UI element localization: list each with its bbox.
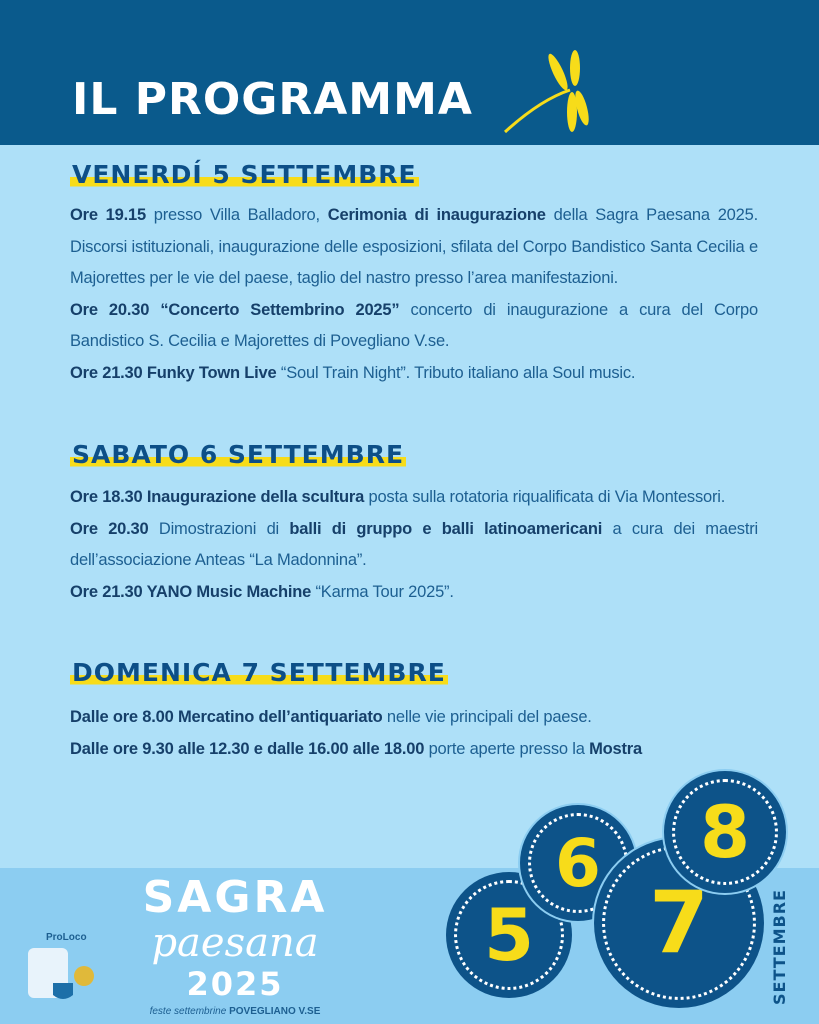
- event-paragraph: [70, 295, 758, 358]
- day-heading-friday: VENERDÍ 5 SETTEMBRE: [72, 160, 417, 189]
- event-text: posta sulla rotatoria riqualificata di Via Montessori.: [364, 488, 726, 506]
- date-circle-8: [664, 771, 786, 893]
- event-highlight: Ore 18.30 Inaugurazione della scultura: [70, 488, 365, 506]
- date-7: 7: [649, 873, 709, 973]
- event-highlight: Ore 21.30 Funky Town Live: [70, 363, 277, 382]
- dragonfly-icon: [500, 50, 600, 140]
- saturday-events: [70, 482, 758, 608]
- event-text: della Sagra Paesana 2025. Discorsi istituzionali, inaugurazione delle esposizioni, sfilata del Corpo Bandistico Santa Cecilia e Majorettes per le vie del paese, taglio del nastro presso l’area manifestazioni.: [70, 206, 758, 287]
- event-highlight: Ore 20.30 “Concerto Settembrino 2025”: [70, 300, 400, 319]
- event-text: nelle vie principali del paese.: [382, 708, 592, 726]
- event-text: “Soul Train Night”. Tributo italiano alla Soul music.: [276, 363, 636, 382]
- event-text: a cura dei maestri dell’associazione Anteas “La Madonnina”.: [70, 519, 758, 569]
- date-8: 8: [699, 790, 751, 874]
- sagra-word: SAGRA: [142, 872, 328, 923]
- year: 2025: [186, 965, 284, 1003]
- event-paragraph: [70, 577, 758, 609]
- day-heading-saturday: SABATO 6 SETTEMBRE: [72, 440, 405, 469]
- event-highlight: Ore 20.30: [70, 519, 149, 538]
- svg-text:ProLoco: ProLoco: [46, 932, 87, 943]
- proloco-logo: [28, 928, 98, 1008]
- event-highlight: Dalle ore 8.00 Mercatino dell’antiquariato: [70, 708, 383, 726]
- event-paragraph: [70, 358, 758, 390]
- event-text: presso Villa Balladoro,: [145, 206, 328, 224]
- event-text: porte aperte presso la: [424, 739, 590, 758]
- header-band: [0, 0, 819, 145]
- event-paragraph: [70, 734, 758, 766]
- event-paragraph: [70, 702, 758, 734]
- event-text: Dimostrazioni di: [148, 519, 290, 538]
- day-heading-sunday: DOMENICA 7 SETTEMBRE: [72, 658, 446, 687]
- event-highlight: Cerimonia di inaugurazione: [327, 206, 546, 224]
- event-text: concerto di inaugurazione a cura del Corpo Bandistico S. Cecilia e Majorettes di Povegliano V.se.: [70, 300, 758, 350]
- tagline-bold: POVEGLIANO V.SE: [229, 1006, 321, 1017]
- event-highlight: Mostra: [589, 739, 642, 758]
- sagra-logo: [130, 874, 340, 1017]
- event-highlight: Ore 19.15: [70, 206, 146, 224]
- friday-events: [70, 200, 758, 389]
- event-paragraph: [70, 514, 758, 577]
- date-6: 6: [555, 824, 601, 902]
- sunday-events: [70, 702, 758, 765]
- event-highlight: balli di gruppo e balli latinoamericani: [289, 519, 603, 538]
- event-paragraph: [70, 482, 758, 514]
- event-text: “Karma Tour 2025”.: [311, 582, 454, 601]
- event-highlight: Ore 21.30 YANO Music Machine: [70, 582, 312, 601]
- event-paragraph: [70, 200, 758, 295]
- month-label: SETTEMBRE: [770, 889, 789, 1005]
- tagline-italic: feste settembrine: [149, 1006, 227, 1017]
- page-title: IL PROGRAMMA: [72, 74, 473, 125]
- tagline: [130, 1006, 340, 1017]
- event-highlight: Dalle ore 9.30 alle 12.30 e dalle 16.00 alle 18.00: [70, 739, 425, 758]
- date-5: 5: [483, 893, 535, 977]
- paesana-word: paesana: [151, 920, 319, 966]
